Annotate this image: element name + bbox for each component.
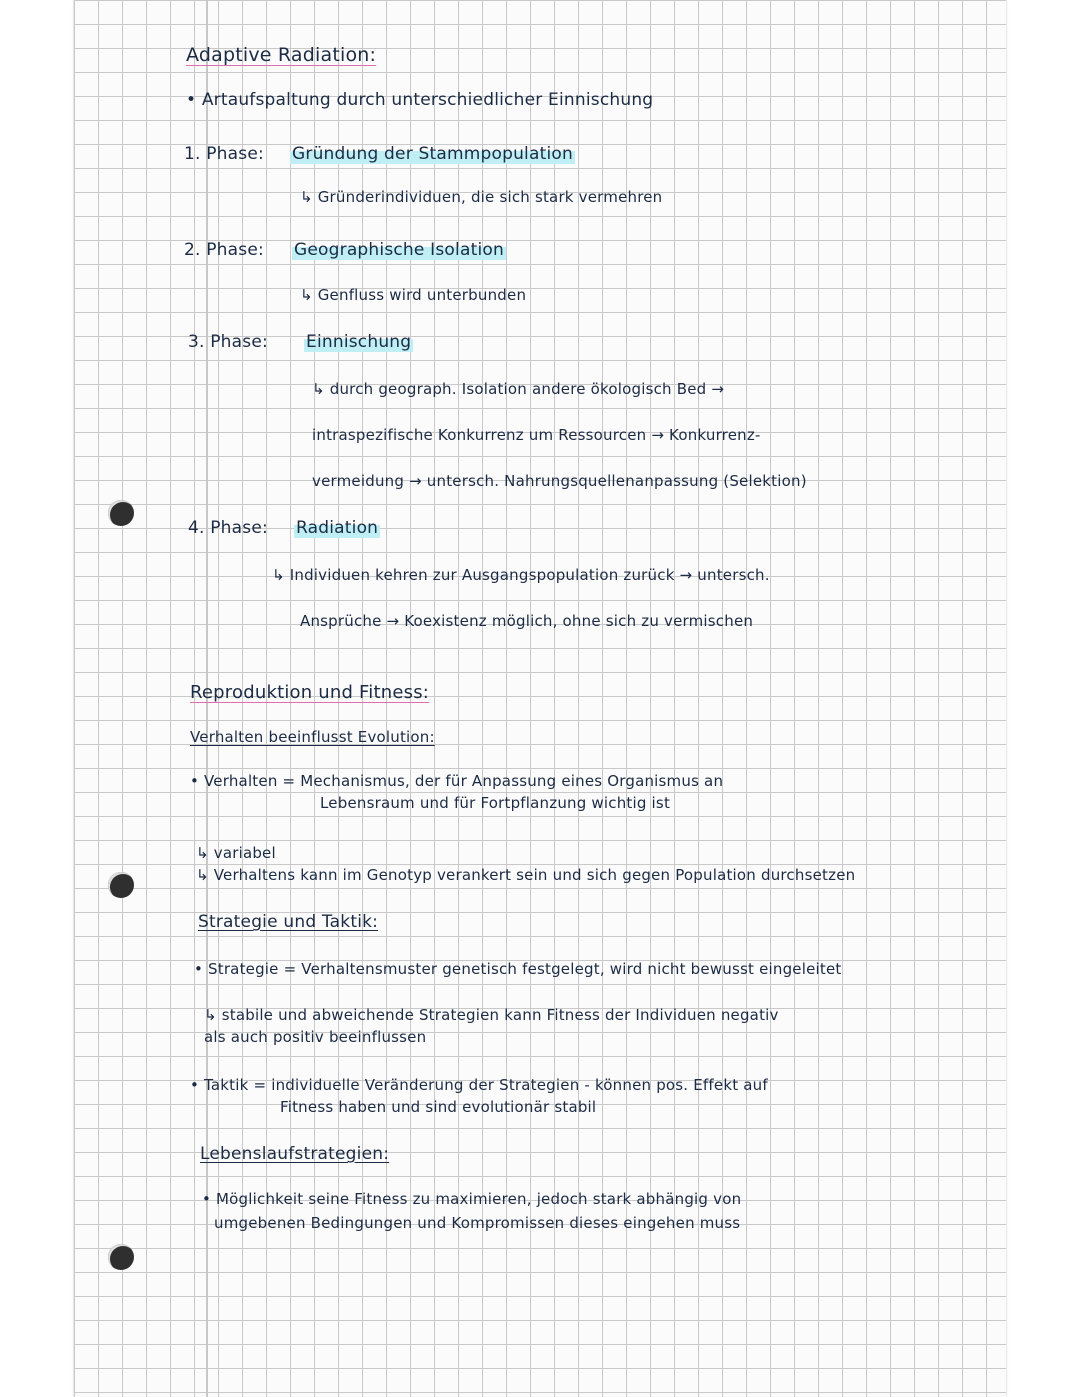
behavior-definition-line-1: • Verhalten = Mechanismus, der für Anpassung eines Organismus an <box>190 772 724 790</box>
strategy-note-line-2: als auch positiv beeinflussen <box>204 1028 427 1046</box>
section-life-history-title: Lebenslaufstrategien: <box>200 1144 390 1164</box>
intro-line: • Artaufspaltung durch unterschiedlicher Einnischung <box>186 90 654 110</box>
phase-4-line-2: Ansprüche → Koexistenz möglich, ohne sich zu vermischen <box>300 612 754 630</box>
punch-hole-top <box>108 500 134 526</box>
phase-3-line-2: intraspezifische Konkurrenz um Ressourcen → Konkurrenz- <box>312 426 761 444</box>
punch-hole-bottom <box>108 1244 134 1270</box>
section-strategy-title: Strategie und Taktik: <box>198 912 379 932</box>
phase-4-line-1: ↳ Individuen kehren zur Ausgangspopulation zurück → untersch. <box>272 566 770 584</box>
phase-1-name: Gründung der Stammpopulation <box>292 144 573 164</box>
behavior-genotype: ↳ Verhaltens kann im Genotyp verankert sein und sich gegen Population durchsetzen <box>196 866 856 884</box>
tactic-definition-line-2: Fitness haben und sind evolutionär stabil <box>280 1098 597 1116</box>
strategy-note-line-1: ↳ stabile und abweichende Strategien kann Fitness der Individuen negativ <box>204 1006 779 1024</box>
phase-3-line-3: vermeidung → untersch. Nahrungsquellenanpassung (Selektion) <box>312 472 807 490</box>
phase-3-name: Einnischung <box>306 332 412 352</box>
section-reproduction-title: Reproduktion und Fitness: <box>190 682 430 703</box>
phase-3-label: 3. Phase: <box>188 332 268 352</box>
phase-3-line-1: ↳ durch geograph. Isolation andere ökologisch Bed → <box>312 380 725 398</box>
life-history-line-2: umgebenen Bedingungen und Kompromissen dieses eingehen muss <box>214 1214 741 1232</box>
tactic-definition-line-1: • Taktik = individuelle Veränderung der Strategien - können pos. Effekt auf <box>190 1076 768 1094</box>
phase-1-line-1: ↳ Gründerindividuen, die sich stark vermehren <box>300 188 663 206</box>
phase-4-label: 4. Phase: <box>188 518 268 538</box>
life-history-line-1: • Möglichkeit seine Fitness zu maximieren, jedoch stark abhängig von <box>202 1190 742 1208</box>
punch-hole-middle <box>108 872 134 898</box>
phase-2-line-1: ↳ Genfluss wird unterbunden <box>300 286 527 304</box>
phase-2-label: 2. Phase: <box>184 240 264 260</box>
behavior-variable: ↳ variabel <box>196 844 276 862</box>
phase-1-label: 1. Phase: <box>184 144 264 164</box>
phase-4-name: Radiation <box>296 518 379 538</box>
strategy-definition: • Strategie = Verhaltensmuster genetisch festgelegt, wird nicht bewusst eingeleitet <box>194 960 842 978</box>
behavior-definition-line-2: Lebensraum und für Fortpflanzung wichtig ist <box>320 794 671 812</box>
phase-2-name: Geographische Isolation <box>294 240 504 260</box>
section-reproduction-subtitle: Verhalten beeinflusst Evolution: <box>190 728 435 746</box>
page-title: Adaptive Radiation: <box>186 44 377 66</box>
